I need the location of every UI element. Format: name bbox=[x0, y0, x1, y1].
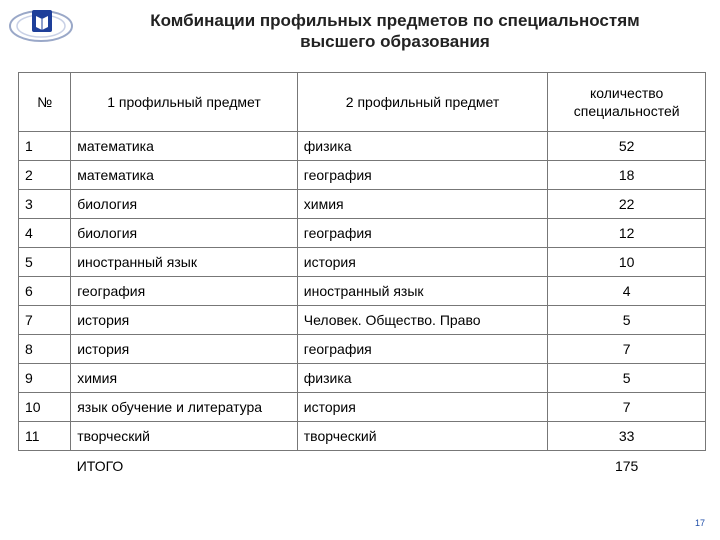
subjects-table bbox=[18, 72, 706, 481]
cell-number: 9 bbox=[19, 364, 71, 393]
title-line-1: Комбинации профильных предметов по специальностям bbox=[150, 11, 640, 30]
cell-subject-2: Человек. Общество. Право bbox=[297, 306, 548, 335]
cell-subject-2: физика bbox=[297, 364, 548, 393]
table-row bbox=[19, 277, 706, 306]
cell-count: 5 bbox=[548, 364, 706, 393]
cell-number: 8 bbox=[19, 335, 71, 364]
cell-subject-2: география bbox=[297, 161, 548, 190]
table-row bbox=[19, 190, 706, 219]
table-header-row bbox=[19, 73, 706, 132]
cell-count: 18 bbox=[548, 161, 706, 190]
table-row bbox=[19, 335, 706, 364]
header-count: количество специальностей bbox=[548, 73, 706, 132]
cell-number: 7 bbox=[19, 306, 71, 335]
cell-count: 10 bbox=[548, 248, 706, 277]
page-number: 17 bbox=[694, 518, 705, 528]
cell-subject-1: биология bbox=[71, 190, 298, 219]
cell-subject-2: география bbox=[297, 335, 548, 364]
cell-count: 4 bbox=[548, 277, 706, 306]
total-spacer-2 bbox=[297, 451, 548, 482]
cell-number: 2 bbox=[19, 161, 71, 190]
cell-number: 6 bbox=[19, 277, 71, 306]
total-spacer bbox=[19, 451, 71, 482]
cell-subject-2: история bbox=[297, 393, 548, 422]
cell-subject-1: биология bbox=[71, 219, 298, 248]
table-row bbox=[19, 306, 706, 335]
table-row bbox=[19, 161, 706, 190]
cell-subject-2: иностранный язык bbox=[297, 277, 548, 306]
cell-subject-2: история bbox=[297, 248, 548, 277]
cell-count: 5 bbox=[548, 306, 706, 335]
page-title bbox=[80, 10, 710, 52]
cell-subject-1: история bbox=[71, 306, 298, 335]
cell-count: 52 bbox=[548, 132, 706, 161]
cell-subject-2: творческий bbox=[297, 422, 548, 451]
cell-subject-2: география bbox=[297, 219, 548, 248]
cell-subject-1: творческий bbox=[71, 422, 298, 451]
cell-number: 5 bbox=[19, 248, 71, 277]
title-line-2: высшего образования bbox=[300, 32, 490, 51]
cell-subject-1: математика bbox=[71, 161, 298, 190]
cell-number: 10 bbox=[19, 393, 71, 422]
table-row bbox=[19, 422, 706, 451]
total-row bbox=[19, 451, 706, 482]
header-subject-1: 1 профильный предмет bbox=[71, 73, 298, 132]
header-number: № bbox=[19, 73, 71, 132]
cell-subject-1: математика bbox=[71, 132, 298, 161]
total-label: ИТОГО bbox=[76, 458, 124, 474]
cell-subject-1: география bbox=[71, 277, 298, 306]
table-row bbox=[19, 248, 706, 277]
table-row bbox=[19, 132, 706, 161]
cell-count: 12 bbox=[548, 219, 706, 248]
cell-subject-1: иностранный язык bbox=[71, 248, 298, 277]
table-row bbox=[19, 364, 706, 393]
cell-subject-1: язык обучение и литература bbox=[71, 393, 298, 422]
table-row bbox=[19, 219, 706, 248]
cell-count: 7 bbox=[548, 335, 706, 364]
total-value: 175 bbox=[614, 458, 639, 474]
cell-number: 3 bbox=[19, 190, 71, 219]
cell-subject-1: химия bbox=[71, 364, 298, 393]
table-row bbox=[19, 393, 706, 422]
book-logo-icon bbox=[8, 4, 74, 44]
cell-number: 11 bbox=[19, 422, 71, 451]
cell-subject-2: физика bbox=[297, 132, 548, 161]
header-subject-2: 2 профильный предмет bbox=[297, 73, 548, 132]
cell-count: 22 bbox=[548, 190, 706, 219]
cell-number: 1 bbox=[19, 132, 71, 161]
cell-count: 7 bbox=[548, 393, 706, 422]
cell-count: 33 bbox=[548, 422, 706, 451]
cell-subject-1: история bbox=[71, 335, 298, 364]
cell-subject-2: химия bbox=[297, 190, 548, 219]
cell-number: 4 bbox=[19, 219, 71, 248]
